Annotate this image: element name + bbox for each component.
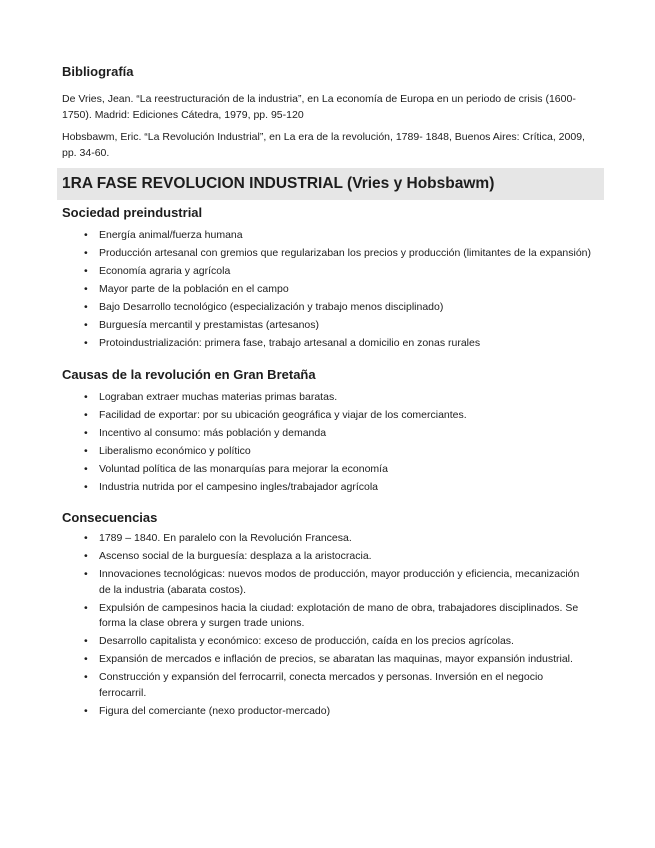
bullet-icon: • bbox=[84, 704, 88, 717]
bullet-text: Expansión de mercados e inflación de precios, se abaratan las maquinas, mayor expansión industrial. bbox=[99, 653, 573, 665]
bullet-icon: • bbox=[84, 265, 88, 277]
bullet-list bbox=[62, 228, 599, 352]
bullet-icon: • bbox=[84, 283, 88, 295]
bullet-item bbox=[62, 444, 593, 460]
bullet-item bbox=[62, 318, 593, 334]
bullet-icon: • bbox=[84, 444, 88, 457]
bullet-item bbox=[62, 408, 593, 424]
bullet-text: Facilidad de exportar: por su ubicación geográfica y viajar de los comerciantes. bbox=[99, 408, 467, 421]
bullet-icon: • bbox=[84, 568, 88, 580]
section-heading: Consecuencias bbox=[62, 510, 158, 525]
bullet-item bbox=[62, 567, 593, 598]
bibliography-heading: Bibliografía bbox=[62, 64, 134, 79]
bullet-item bbox=[62, 246, 593, 262]
bullet-item bbox=[62, 601, 593, 632]
bullet-list bbox=[62, 531, 599, 719]
bullet-text: Construcción y expansión del ferrocarril, conecta mercados y personas. Inversión en el negocio ferrocarril. bbox=[99, 671, 544, 699]
bullet-icon: • bbox=[84, 229, 88, 241]
bullet-icon: • bbox=[84, 532, 88, 544]
bullet-text: Bajo Desarrollo tecnológico (especialización y trabajo menos disciplinado) bbox=[99, 301, 444, 313]
bullet-item bbox=[62, 670, 593, 701]
bullet-icon: • bbox=[84, 426, 88, 439]
bullet-item bbox=[62, 480, 593, 496]
bullet-text: Lograban extraer muchas materias primas baratas. bbox=[99, 390, 338, 403]
bullet-text: Economía agraria y agrícola bbox=[99, 265, 231, 277]
bibliography-entry: Hobsbawm, Eric. “La Revolución Industrial”, en La era de la revolución, 1789- 1848, Buenos Aires: Crítica, 2009, pp. 34-60. bbox=[62, 131, 585, 159]
bullet-item bbox=[62, 652, 593, 668]
bullet-text: Producción artesanal con gremios que regularizaban los precios y producción (limitantes de la expansión) bbox=[99, 247, 592, 259]
bullet-text: Burguesía mercantil y prestamistas (artesanos) bbox=[99, 319, 320, 331]
bullet-item bbox=[62, 282, 593, 298]
bullet-icon: • bbox=[84, 653, 88, 665]
bullet-icon: • bbox=[84, 671, 88, 683]
bullet-icon: • bbox=[84, 319, 88, 331]
bullet-item bbox=[62, 426, 593, 442]
bullet-icon: • bbox=[84, 462, 88, 475]
section-sociedad-preindustrial bbox=[62, 205, 599, 352]
bullet-text: Industria nutrida por el campesino ingles/trabajador agrícola bbox=[99, 480, 378, 493]
bullet-text: Energía animal/fuerza humana bbox=[99, 229, 243, 241]
bullet-text: Figura del comerciante (nexo productor-mercado) bbox=[99, 704, 331, 717]
bullet-icon: • bbox=[84, 550, 88, 562]
bullet-icon: • bbox=[84, 601, 88, 614]
bullet-item bbox=[62, 704, 593, 720]
bullet-item bbox=[62, 300, 593, 316]
bullet-icon: • bbox=[84, 301, 88, 313]
bullet-text: Ascenso social de la burguesía: desplaza a la aristocracia. bbox=[99, 550, 372, 562]
bibliography-entry: De Vries, Jean. “La reestructuración de la industria”, en La economía de Europa en un periodo de crisis (1600-1750). Madrid: Ediciones Cátedra, 1979, pp. 95-120 bbox=[62, 93, 576, 121]
section-heading: Sociedad preindustrial bbox=[62, 205, 203, 220]
bullet-icon: • bbox=[84, 635, 88, 647]
bullet-icon: • bbox=[84, 247, 88, 259]
bullet-text: Liberalismo económico y político bbox=[99, 444, 251, 457]
bullet-item bbox=[62, 336, 593, 352]
main-title-banner: 1RA FASE REVOLUCION INDUSTRIAL (Vries y Hobsbawm) bbox=[57, 168, 604, 200]
bullet-item bbox=[62, 634, 593, 650]
bullet-item bbox=[62, 531, 593, 547]
bullet-text: Protoindustrialización: primera fase, trabajo artesanal a domicilio en zonas rurales bbox=[99, 337, 481, 349]
bullet-item bbox=[62, 228, 593, 244]
bullet-item bbox=[62, 462, 593, 478]
bullet-text: 1789 – 1840. En paralelo con la Revolución Francesa. bbox=[99, 532, 352, 544]
bullet-text: Expulsión de campesinos hacia la ciudad: explotación de mano de obra, trabajadores disciplinados. Se forma la clase obrera y surgen trade unions. bbox=[99, 601, 579, 629]
bullet-text: Innovaciones tecnológicas: nuevos modos de producción, mayor producción y eficiencia, mecanización de la industria (abarata costos). bbox=[99, 568, 580, 596]
bullet-text: Incentivo al consumo: más población y demanda bbox=[99, 426, 327, 439]
bullet-list bbox=[62, 390, 599, 496]
bullet-text: Desarrollo capitalista y económico: exceso de producción, caída en los precios agrícolas. bbox=[99, 635, 514, 647]
section-consecuencias bbox=[62, 510, 599, 719]
bullet-text: Mayor parte de la población en el campo bbox=[99, 283, 289, 295]
bullet-icon: • bbox=[84, 337, 88, 349]
bullet-item bbox=[62, 390, 593, 406]
bullet-item bbox=[62, 549, 593, 565]
bullet-icon: • bbox=[84, 390, 88, 403]
section-causas-revolucion bbox=[62, 367, 599, 496]
bullet-icon: • bbox=[84, 480, 88, 493]
bullet-item bbox=[62, 264, 593, 280]
bullet-icon: • bbox=[84, 408, 88, 421]
bullet-text: Voluntad política de las monarquías para mejorar la economía bbox=[99, 462, 388, 475]
section-heading: Causas de la revolución en Gran Bretaña bbox=[62, 366, 316, 382]
